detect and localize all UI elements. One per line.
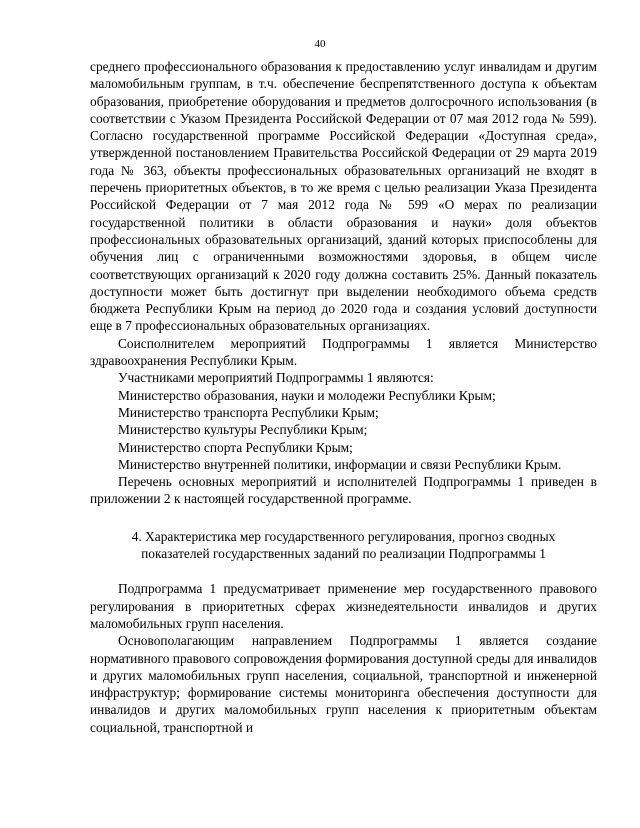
paragraph-regulation: Подпрограмма 1 предусматривает применение мер государственного правового регулирования в приоритетных сферах жизнедеятельности инвалидов и других маломобильных групп населения.: [90, 581, 597, 631]
list-item: Министерство образования, науки и молодежи Республики Крым;: [118, 387, 496, 403]
section-heading: 4. Характеристика мер государственного регулирования, прогноз сводных показателей государственных заданий по реализации Подпрограммы 1: [131, 528, 556, 562]
list-item: Министерство спорта Республики Крым;: [118, 439, 353, 455]
paragraph-main-direction: Основополагающим направлением Подпрограммы 1 является создание нормативного правового сопровождения формирования доступной среды для инвалидов и других маломобильных групп населения, социальной, транспортной и инженерной инфраструктур; формирование системы мониторинга обеспечения доступности для инвалидов и других маломобильных групп населения к приоритетным объектам социальной, транспортной и: [90, 633, 597, 735]
paragraph-participants-intro: Участниками мероприятий Подпрограммы 1 являются:: [118, 370, 434, 386]
participants-list: [90, 387, 597, 473]
list-item: Министерство внутренней политики, информации и связи Республики Крым.: [118, 456, 562, 472]
paragraph-continuation: среднего профессионального образования к предоставлению услуг инвалидам и другим маломобильным группам, в т.ч. обеспечение беспрепятственного доступа к объектам образования, приобретение оборудования и предметов долгосрочного использования (в соответствии с Указом Президента Российской Федерации от 07 мая 2012 года № 599). Согласно государственной программе Российской Федерации «Доступная среда», утвержденной постановлением Правительства Российской Федерации от 29 марта 2019 года № 363, объекты профессиональных образовательных организаций не входят в перечень приоритетных объектов, в то же время с целью реализации Указа Президента Российской Федерации от 7 мая 2012 года № 599 «О мерах по реализации государственной политики в области образования и науки» доля объектов профессиональных образовательных организаций, зданий которых приспособлены для обучения лиц с ограниченными возможностями здоровья, в общем числе соответствующих организаций к 2020 году должна составить 25%. Данный показатель доступности может быть достигнут при выделении необходимого объема средств бюджета Республики Крым на период до 2020 года и создания условий доступности еще в 7 профессиональных образовательных организациях.: [90, 59, 597, 334]
document-body: [90, 58, 597, 736]
paragraph-co-executor: Соисполнителем мероприятий Подпрограммы 1 является Министерство здравоохранения Республики Крым.: [90, 335, 597, 369]
page-number: 40: [314, 38, 326, 50]
list-item: Министерство культуры Республики Крым;: [118, 422, 368, 438]
list-item: Министерство транспорта Республики Крым;: [118, 404, 379, 420]
paragraph-appendix-note: Перечень основных мероприятий и исполнителей Подпрограммы 1 приведен в приложении 2 к настоящей государственной программе.: [90, 474, 597, 507]
